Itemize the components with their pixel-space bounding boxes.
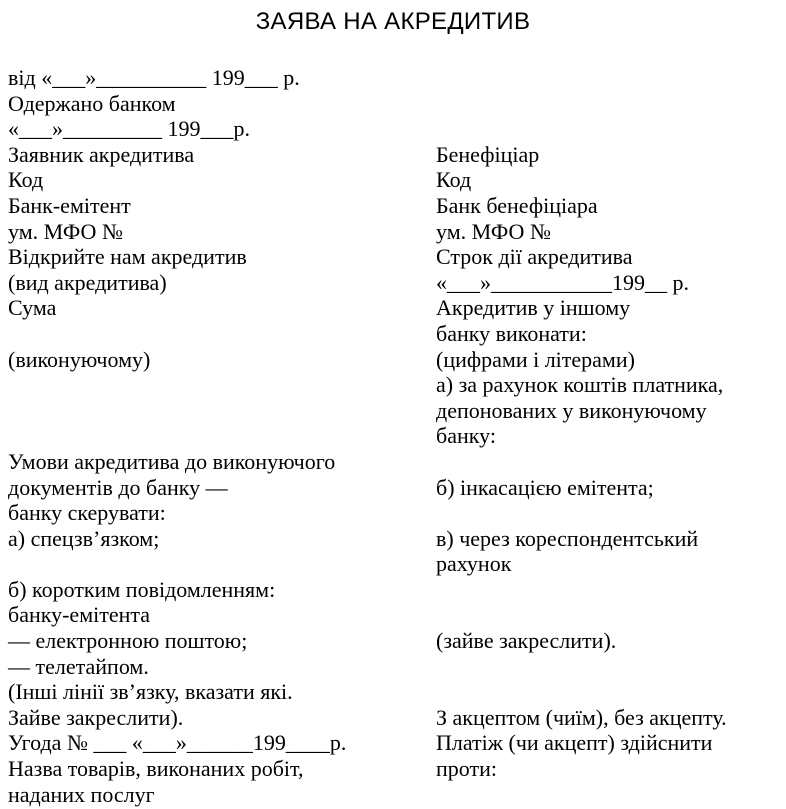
right-column-line: рахунок — [436, 551, 512, 577]
left-column-line: Одержано банком — [8, 90, 176, 116]
left-column-line: Заявник акредитива — [8, 141, 195, 167]
right-column-line: Строк дії акредитива — [436, 244, 633, 270]
right-column-line — [436, 782, 727, 808]
left-column-line: Сума — [8, 295, 57, 321]
right-column-line: банку виконати: — [436, 320, 587, 346]
left-column-line: Код — [8, 167, 44, 193]
left-column-line: (вид акредитива) — [8, 269, 167, 295]
right-column-line: (зайве закреслити). — [436, 628, 617, 654]
left-column-line: «___»_________ 199___р. — [8, 116, 250, 142]
left-column-line: наданих послуг — [8, 781, 155, 807]
right-column-line: проти: — [436, 756, 497, 782]
right-column-line — [436, 91, 727, 117]
right-column-line — [436, 602, 727, 628]
right-column-line — [436, 577, 727, 603]
right-column-line: банку: — [436, 423, 496, 449]
right-column-line: ум. МФО № — [436, 218, 551, 244]
left-column-line: Відкрийте нам акредитив — [8, 244, 247, 270]
left-column-line: банку скерувати: — [8, 500, 166, 526]
right-column-line: З акцептом (чиїм), без акцепту. — [436, 704, 727, 730]
left-column-line — [8, 423, 346, 449]
left-column-line: Банк-емітент — [8, 192, 131, 218]
right-column-line — [436, 65, 727, 91]
right-column-line: Код — [436, 167, 472, 193]
right-column-line: Бенефіціар — [436, 141, 540, 167]
right-column-line: Банк бенефіціара — [436, 192, 598, 218]
left-column-line: Назва товарів, виконаних робіт, — [8, 756, 304, 782]
right-column-line — [436, 116, 727, 142]
left-column-line: б) коротким повідомленням: — [8, 576, 276, 602]
right-column-line — [436, 679, 727, 705]
left-column-line: — телетайпом. — [8, 653, 149, 679]
left-column-line — [8, 321, 346, 347]
right-column-line: (цифрами і літерами) — [436, 346, 635, 372]
left-column-line: Угода № ___ «___»______199____р. — [8, 730, 347, 756]
right-column-line: «___»___________199__ р. — [436, 269, 689, 295]
left-column-line: а) спецзв’язком; — [8, 525, 160, 551]
left-column-line: банку-емітента — [8, 602, 151, 628]
right-column-line — [436, 449, 727, 475]
left-column-line — [8, 398, 346, 424]
left-column — [8, 65, 346, 807]
left-column-line: (Інші лінії зв’язку, вказати які. — [8, 679, 293, 705]
left-column-line — [8, 551, 346, 577]
right-column-line — [436, 500, 727, 526]
left-column-line — [8, 372, 346, 398]
right-column-line: Акредитив у іншому — [436, 295, 631, 321]
right-column-line: а) за рахунок коштів платника, — [436, 372, 724, 398]
left-column-line: ум. МФО № — [8, 218, 123, 244]
left-column-line: — електронною поштою; — [8, 628, 248, 654]
left-column-line: Умови акредитива до виконуючого — [8, 448, 336, 474]
left-column-line: від «___»__________ 199___ р. — [8, 65, 300, 90]
right-column-line: депонованих у виконуючому — [436, 397, 707, 423]
left-column-line: Зайве закреслити). — [8, 704, 184, 730]
right-column-line — [436, 654, 727, 680]
right-column-line: б) інкасацією емітента; — [436, 474, 654, 500]
left-column-line: документів до банку — — [8, 474, 228, 500]
document-title: ЗАЯВА НА АКРЕДИТИВ — [255, 8, 531, 35]
right-column-line: в) через кореспондентський — [436, 525, 699, 551]
right-column — [436, 65, 727, 807]
right-column-line: Платіж (чи акцепт) здійснити — [436, 730, 713, 756]
left-column-line: (виконуючому) — [8, 346, 151, 372]
